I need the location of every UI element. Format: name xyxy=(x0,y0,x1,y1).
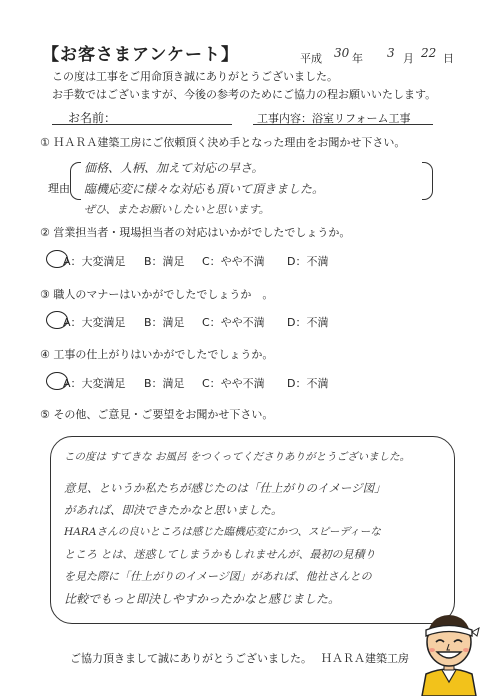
reason-label: 理由 xyxy=(48,182,70,195)
intro-line-1: この度は工事をご用命頂き誠にありがとうございました。 xyxy=(52,70,338,83)
q3-option-b: B：満足 xyxy=(144,316,185,329)
reason-bracket-right xyxy=(422,162,433,200)
q2-option-b: B：満足 xyxy=(144,255,185,268)
comment-line-3: があれば、即決できたかなと思いました。 xyxy=(64,503,283,517)
q4-option-a: A：大変満足 xyxy=(63,377,126,390)
work-content-underline xyxy=(253,124,433,125)
q4-option-d: D：不満 xyxy=(287,377,329,390)
date-month-unit: 月 xyxy=(403,52,414,65)
question-3: ③ 職人のマナーはいかがでしたでしょうか 。 xyxy=(40,288,274,301)
comment-line-2: 意見、というか私たちが感じたのは「仕上がりのイメージ図」 xyxy=(64,481,386,495)
question-5: ⑤ その他、ご意見・ご要望をお聞かせ下さい。 xyxy=(40,408,274,421)
date-year-value: 30 xyxy=(334,46,350,60)
page-title: 【お客さまアンケート】 xyxy=(42,45,239,65)
intro-line-2: お手数ではございますが、今後の参考のためにご協力の程お願いいたします。 xyxy=(52,88,437,101)
mascot-illustration xyxy=(416,604,482,696)
date-era: 平成 xyxy=(300,52,322,65)
question-1: ① ＨＡＲＡ建築工房にご依頼頂く決め手となった理由をお聞かせ下さい。 xyxy=(40,136,406,149)
work-content-label: 工事内容：浴室リフォーム工事 xyxy=(257,112,411,125)
q2-option-d: D：不満 xyxy=(287,255,329,268)
name-underline xyxy=(52,124,232,125)
footer-company: ＨＡＲＡ建築工房 xyxy=(321,652,409,665)
reason-answer-line-2: 臨機応変に様々な対応も頂いて頂きました。 xyxy=(84,182,325,196)
date-year-unit: 年 xyxy=(352,52,363,65)
reason-answer-line-3: ぜひ、またお願いしたいと思います。 xyxy=(84,203,270,216)
q4-option-b: B：満足 xyxy=(144,377,185,390)
q3-option-c: C：やや不満 xyxy=(202,316,265,329)
comment-line-7: 比較でもっと即決しやすかったかなと感じました。 xyxy=(64,592,341,606)
reason-answer-line-1: 価格、人柄、加えて対応の早さ。 xyxy=(84,161,264,175)
q2-option-c: C：やや不満 xyxy=(202,255,265,268)
comment-line-5: ところ とは、迷惑してしまうかもしれませんが、最初の見積り xyxy=(64,548,376,561)
comment-line-6: を見た際に「仕上がりのイメージ図」があれば、他社さんとの xyxy=(64,570,372,583)
comment-line-4: HARAさんの良いところは感じた臨機応変にかつ、スピーディーな xyxy=(64,526,381,538)
question-2: ② 営業担当者・現場担当者の対応はいかがでしたでしょうか。 xyxy=(40,226,351,239)
comment-line-1: この度は すてきな お風呂 をつくってくださりありがとうございました。 xyxy=(64,451,411,463)
date-month-value: 3 xyxy=(387,46,395,60)
q4-option-c: C：やや不満 xyxy=(202,377,265,390)
q3-option-d: D：不満 xyxy=(287,316,329,329)
footer-thanks: ご協力頂きまして誠にありがとうございました。 xyxy=(70,652,312,665)
q2-option-a: A：大変満足 xyxy=(63,255,126,268)
date-day-unit: 日 xyxy=(443,52,454,65)
name-label: お名前： xyxy=(68,111,117,125)
question-4: ④ 工事の仕上がりはいかがでしたでしょうか。 xyxy=(40,348,274,361)
date-day-value: 22 xyxy=(421,46,437,60)
q3-option-a: A：大変満足 xyxy=(63,316,126,329)
reason-bracket-left xyxy=(70,162,81,200)
